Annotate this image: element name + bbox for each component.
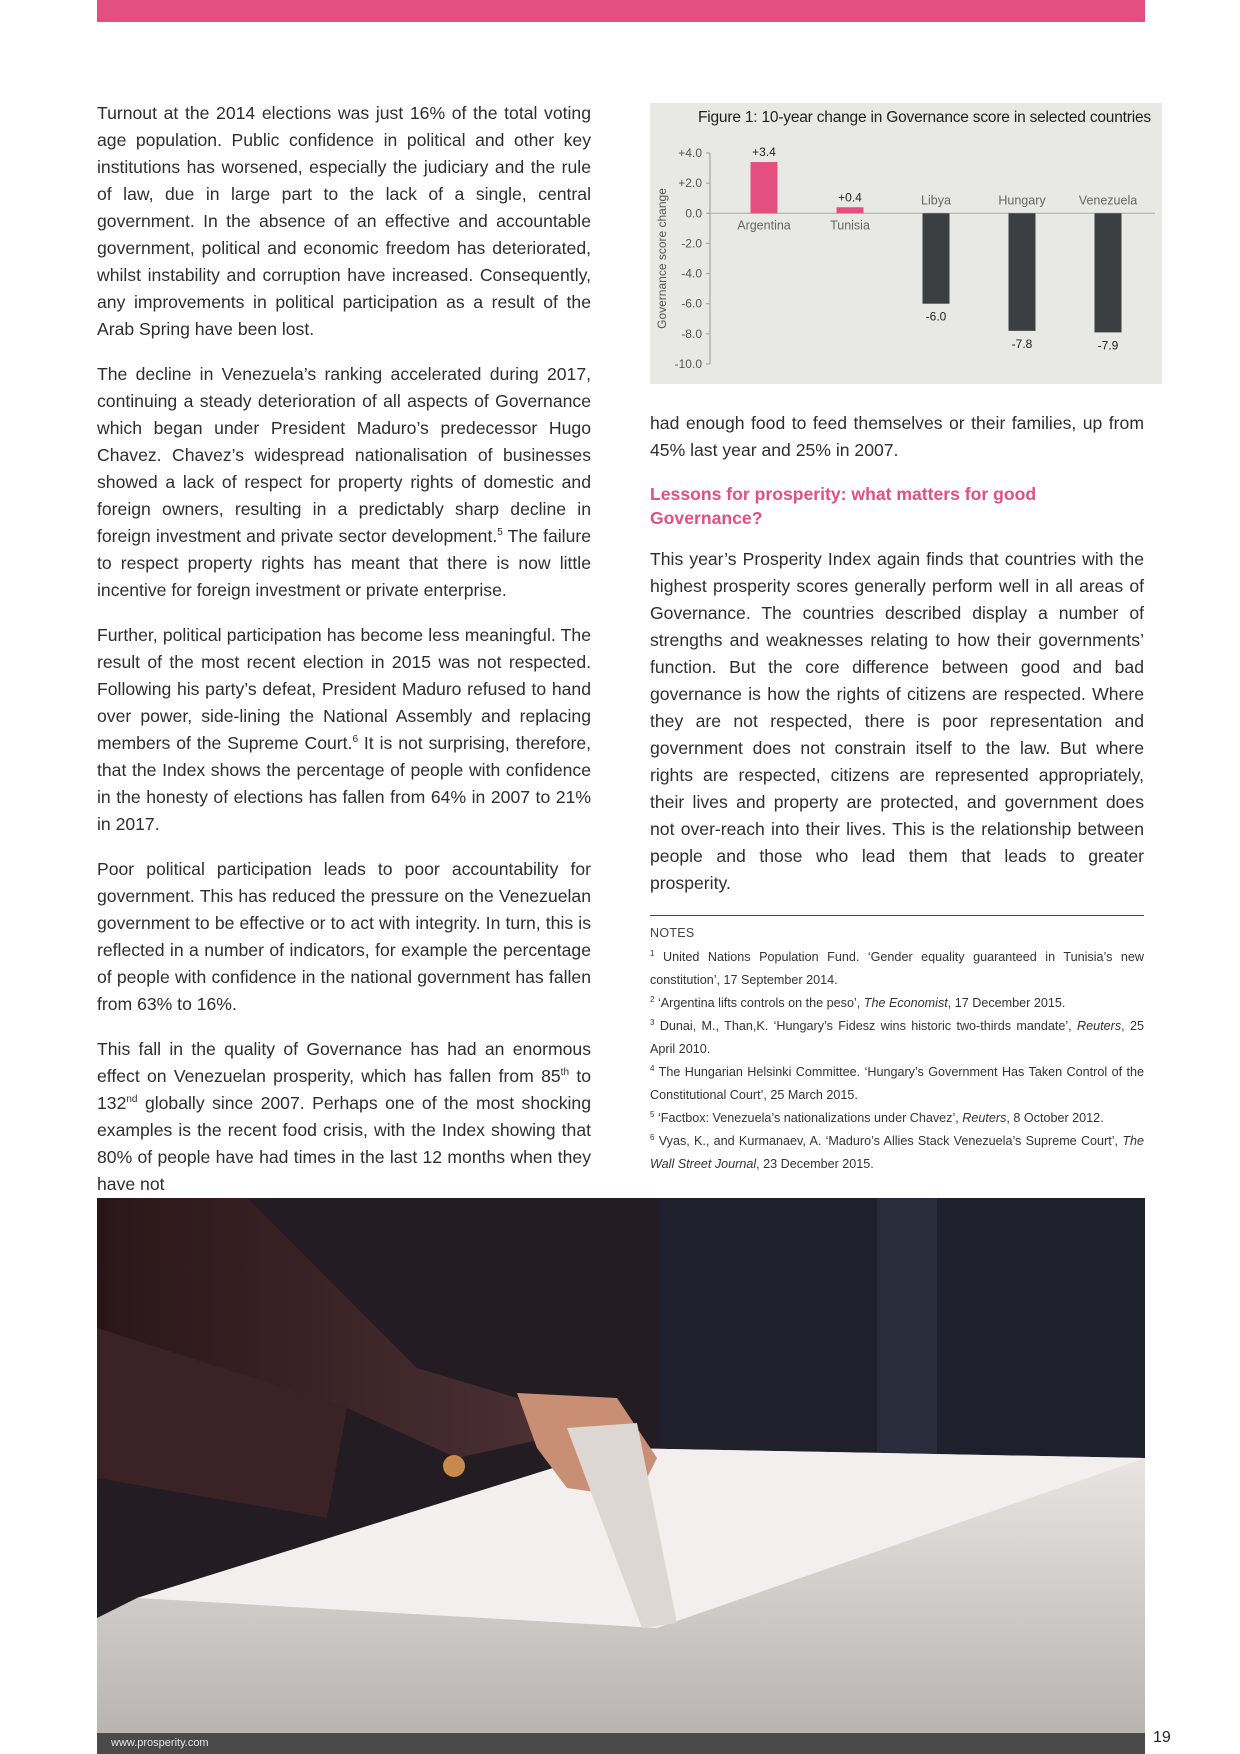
website-link[interactable]: www.prosperity.com xyxy=(111,1737,209,1749)
note-item: $^5$ ‘Factbox: Venezuela’s nationalizations under Chavez’, Reuters, 8 October 2012. xyxy=(650,1109,1104,1125)
footnote-ref[interactable]: 5 xyxy=(497,527,503,539)
bar-libya xyxy=(923,213,950,303)
page-number: 19 xyxy=(1153,1729,1171,1746)
ballot-photo-illustration xyxy=(97,1198,1145,1733)
figure-1-chart xyxy=(650,103,1162,384)
y-tick-label: -6.0 xyxy=(681,296,702,311)
category-label: Hungary xyxy=(998,193,1046,208)
paragraph: The decline in Venezuela’s ranking accelerated during 2017, continuing a steady deterioration of all aspects of Governance which began under President Maduro’s predecessor Hugo Chavez. Chavez’s widespread nationalisation of businesses showed a lack of respect for property rights of domestic and foreign owners, resulting in a predictably sharp decline in foreign investment and private sector development.$^5$ The failure to respect property rights has meant that there is now little incentive for foreign investment or private enterprise. xyxy=(97,364,591,600)
paragraph: Turnout at the 2014 elections was just 16% of the total voting age population. Public confidence in political and other key institutions has worsened, especially the judiciary and the rule of law, due in large part to the lack of a single, central government. In the absence of an effective and accountable government, political and economic freedom has deteriorated, whilst instability and corruption have increased. Consequently, any improvements in political participation as a result of the Arab Spring have been lost. xyxy=(97,103,591,339)
y-tick-label: -10.0 xyxy=(674,357,702,371)
right-column xyxy=(650,410,1144,1176)
paragraph: Poor political participation leads to poor accountability for government. This has reduced the pressure on the Venezuelan government to be effective or to act with integrity. In turn, this is reflected in a number of indicators, for example the percentage of people with confidence in the national government has fallen from 63% to 16%. xyxy=(97,859,591,1014)
notes-title: NOTES xyxy=(650,926,695,940)
category-label: Venezuela xyxy=(1078,193,1138,208)
bar-value-label: -7.9 xyxy=(1097,338,1119,353)
y-tick-label: -8.0 xyxy=(681,326,702,341)
category-label: Tunisia xyxy=(830,218,870,233)
bar-value-label: -6.0 xyxy=(925,309,947,324)
bar-chart xyxy=(650,103,1162,384)
left-column xyxy=(97,100,591,1216)
chart-title: Figure 1: 10-year change in Governance score in selected countries xyxy=(698,109,1151,126)
ballot-box-photo xyxy=(97,1198,1145,1733)
note-item: $^4$ The Hungarian Helsinki Committee. ‘Hungary’s Government Has Taken Control of the Constitutional Court’, 25 March 2015. xyxy=(650,1063,1144,1102)
bar-venezuela xyxy=(1095,213,1122,332)
y-tick-label: -2.0 xyxy=(681,236,702,251)
bar-argentina xyxy=(751,162,778,213)
y-tick-label: +2.0 xyxy=(678,176,702,191)
note-item: $^1$ United Nations Population Fund. ‘Gender equality guaranteed in Tunisia’s new constitution’, 17 September 2014. xyxy=(650,948,1144,987)
note-item: $^3$ Dunai, M., Than,K. ‘Hungary’s Fidesz wins historic two-thirds mandate’, Reuters, 25 April 2010. xyxy=(650,1017,1144,1056)
header-accent-bar xyxy=(97,0,1145,22)
y-tick-label: +4.0 xyxy=(678,146,702,160)
section-heading: Lessons for prosperity: what matters for good Governance? xyxy=(650,484,1037,528)
bar-tunisia xyxy=(837,207,864,213)
y-tick-label: 0.0 xyxy=(685,206,702,221)
paragraph: had enough food to feed themselves or their families, up from 45% last year and 25% in 2007. xyxy=(650,413,1144,460)
note-item: $^6$ Vyas, K., and Kurmanaev, A. ‘Maduro’s Allies Stack Venezuela’s Supreme Court’, The Wall Street Journal, 23 December 2015. xyxy=(650,1132,1145,1171)
paragraph: Further, political participation has become less meaningful. The result of the most recent election in 2015 was not respected. Following his party’s defeat, President Maduro refused to hand over power, side-lining the National Assembly and replacing members of the Supreme Court.$^6$ It is not surprising, therefore, that the Index shows the percentage of people with confidence in the honesty of elections has fallen from 64% in 2007 to 21% in 2017. xyxy=(97,625,591,834)
category-label: Libya xyxy=(921,193,951,208)
footnote-ref[interactable]: 6 xyxy=(352,734,358,746)
category-label: Argentina xyxy=(737,218,791,233)
bar-value-label: +3.4 xyxy=(752,145,776,160)
bar-value-label: -7.8 xyxy=(1011,336,1033,351)
y-tick-label: -4.0 xyxy=(681,266,702,281)
footer-bar xyxy=(97,1733,1145,1754)
bar-hungary xyxy=(1009,213,1036,331)
note-item: $^2$ ‘Argentina lifts controls on the peso’, The Economist, 17 December 2015. xyxy=(650,994,1066,1010)
paragraph: This fall in the quality of Governance has had an enormous effect on Venezuelan prosperity, which has fallen from 85th to 132nd globally since 2007. Perhaps one of the most shocking examples is the recent food crisis, with the Index showing that 80% of people have had times in the last 12 months when they have not xyxy=(97,1039,591,1194)
notes-divider xyxy=(650,915,1144,916)
y-axis-label: Governance score change xyxy=(655,188,669,329)
bar-value-label: +0.4 xyxy=(838,190,862,205)
paragraph: This year’s Prosperity Index again finds that countries with the highest prosperity scores generally perform well in all areas of Governance. The countries described display a number of strengths and weaknesses relating to how their governments’ function. But the core difference between good and bad governance is how the rights of citizens are respected. Where they are not respected, there is poor representation and government does not constrain itself to the law. But where rights are respected, citizens are represented appropriately, their lives and property are protected, and government does not over-reach into their lives. This is the relationship between people and those who lead them that leads to greater prosperity. xyxy=(650,549,1144,893)
